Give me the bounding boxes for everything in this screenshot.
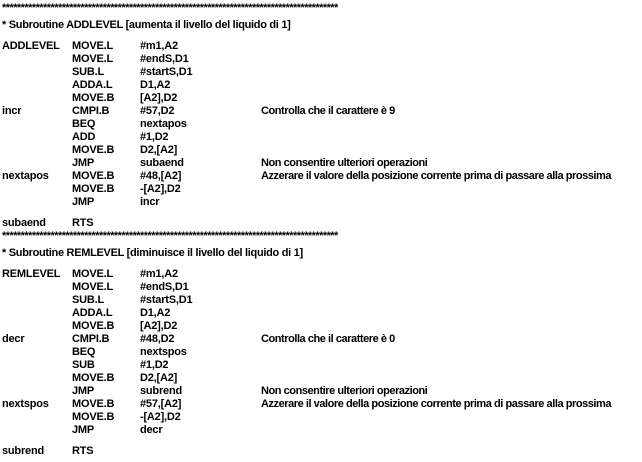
code-comment: Azzerare il valore della posizione corrente prima di passare alla prossima [261,170,612,182]
blank-line [0,209,642,217]
code-line [0,79,642,92]
code-operands: #m1,A2 [140,268,178,280]
code-label: nextapos [2,170,49,182]
code-opcode: MOVE.B [72,144,115,156]
code-operands: D1,A2 [140,79,171,91]
code-operands: #48,D2 [140,333,175,345]
code-opcode: JMP [72,424,95,436]
code-opcode: MOVE.L [72,40,113,52]
code-line [0,131,642,144]
code-line [0,170,642,183]
code-operands: #1,D2 [140,359,169,371]
separator-text: ****************************************************************************************** [2,230,338,242]
blank-line [0,260,642,268]
code-line [0,217,642,230]
code-label: incr [2,105,22,117]
code-operands: nextspos [140,346,187,358]
blank-line [0,437,642,445]
code-line [0,196,642,209]
subroutine-title: * Subroutine REMLEVEL [diminuisce il livello del liquido di 1] [2,247,303,259]
blank-line [0,32,642,40]
code-line [0,281,642,294]
code-opcode: RTS [72,445,94,457]
code-line [0,385,642,398]
code-opcode: SUB.L [72,294,105,306]
code-operands: subrend [140,385,182,397]
code-line [0,398,642,411]
code-label: decr [2,333,25,345]
subroutine-title: * Subroutine ADDLEVEL [aumenta il livello del liquido di 1] [2,19,291,31]
code-comment: Azzerare il valore della posizione corrente prima di passare alla prossima [261,398,612,410]
code-operands: -[A2],D2 [140,183,181,195]
code-opcode: MOVE.L [72,281,113,293]
code-line [0,183,642,196]
code-comment: Controlla che il carattere è 9 [261,105,395,117]
code-line [0,66,642,79]
code-opcode: SUB.L [72,66,105,78]
separator-text: ****************************************************************************************** [2,2,338,14]
code-operands: D2,[A2] [140,372,178,384]
code-operands: #endS,D1 [140,281,189,293]
code-label: subrend [2,445,44,457]
separator-line [0,2,642,15]
code-operands: #m1,A2 [140,40,178,52]
code-label: ADDLEVEL [2,40,60,52]
code-line [0,346,642,359]
code-line [0,157,642,170]
code-line [0,307,642,320]
code-opcode: MOVE.B [72,411,115,423]
code-line [0,40,642,53]
code-opcode: CMPI.B [72,333,110,345]
code-line [0,118,642,131]
code-opcode: MOVE.L [72,268,113,280]
code-opcode: ADD [72,131,96,143]
code-line [0,411,642,424]
code-operands: D1,A2 [140,307,171,319]
code-comment: Non consentire ulteriori operazioni [261,385,428,397]
code-opcode: MOVE.B [72,170,115,182]
code-line [0,92,642,105]
code-operands: #startS,D1 [140,66,193,78]
code-opcode: CMPI.B [72,105,110,117]
code-line [0,268,642,281]
code-opcode: MOVE.B [72,92,115,104]
code-line [0,424,642,437]
code-line [0,294,642,307]
code-operands: #57,[A2] [140,398,182,410]
code-opcode: BEQ [72,118,96,130]
title-line [0,19,642,32]
code-opcode: RTS [72,217,94,229]
code-line [0,53,642,66]
title-line [0,247,642,260]
code-operands: #57,D2 [140,105,175,117]
code-operands: #48,[A2] [140,170,182,182]
code-label: REMLEVEL [2,268,61,280]
code-opcode: MOVE.B [72,183,115,195]
code-operands: #1,D2 [140,131,169,143]
code-operands: [A2],D2 [140,320,178,332]
separator-line [0,230,642,243]
code-operands: nextapos [140,118,187,130]
code-opcode: MOVE.B [72,372,115,384]
code-operands: -[A2],D2 [140,411,181,423]
code-operands: #endS,D1 [140,53,189,65]
code-opcode: SUB [72,359,95,371]
code-comment: Non consentire ulteriori operazioni [261,157,428,169]
code-operands: incr [140,196,160,208]
code-comment: Controlla che il carattere è 0 [261,333,395,345]
code-operands: decr [140,424,163,436]
code-operands: subaend [140,157,184,169]
code-opcode: JMP [72,157,95,169]
code-line [0,320,642,333]
code-opcode: MOVE.B [72,320,115,332]
code-label: nextspos [2,398,49,410]
code-line [0,445,642,458]
code-line [0,359,642,372]
code-opcode: JMP [72,385,95,397]
code-operands: #startS,D1 [140,294,193,306]
code-label: subaend [2,217,46,229]
code-opcode: ADDA.L [72,307,113,319]
code-opcode: JMP [72,196,95,208]
code-line [0,144,642,157]
code-line [0,372,642,385]
code-line [0,333,642,346]
code-line [0,105,642,118]
code-operands: [A2],D2 [140,92,178,104]
code-operands: D2,[A2] [140,144,178,156]
code-opcode: ADDA.L [72,79,113,91]
code-opcode: BEQ [72,346,96,358]
code-opcode: MOVE.B [72,398,115,410]
code-opcode: MOVE.L [72,53,113,65]
